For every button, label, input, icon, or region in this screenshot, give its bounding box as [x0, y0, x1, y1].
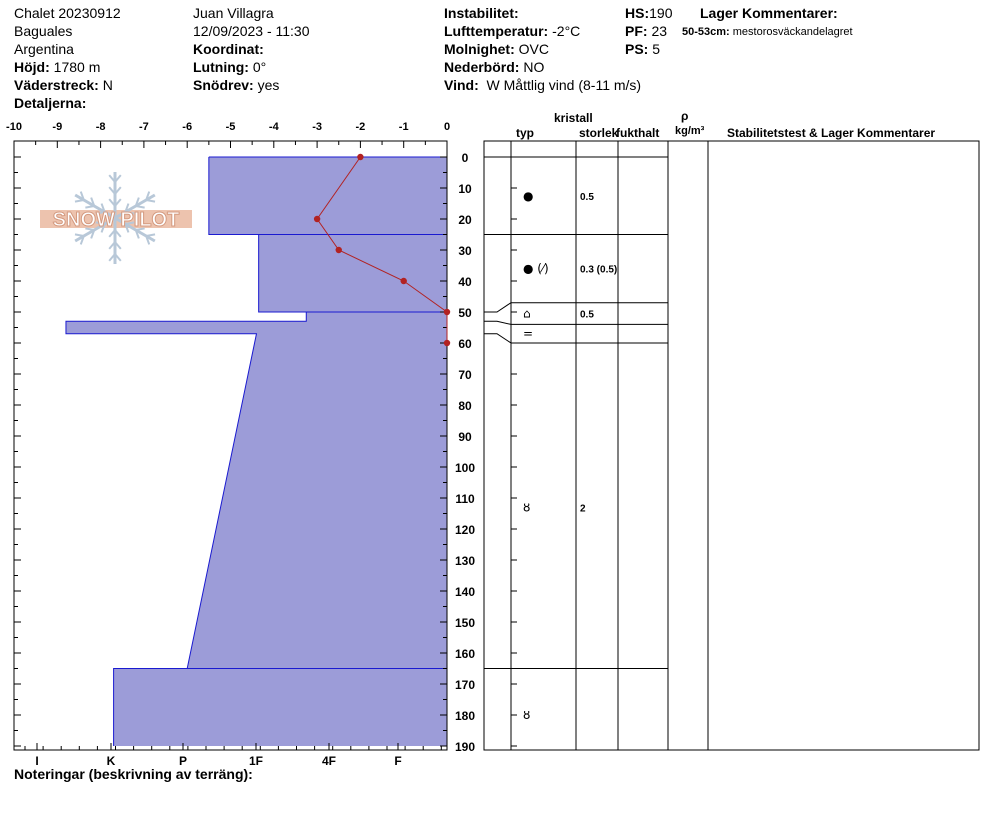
- hardness-tick-label: P: [178, 754, 188, 768]
- depth-tick-label: 180: [454, 709, 476, 723]
- grain-symbol: ●: [523, 188, 534, 203]
- aspect-label: Väderstreck:: [14, 77, 99, 93]
- grain-symbol: ⌂: [523, 306, 531, 321]
- grain-size: 2: [580, 503, 586, 515]
- elevation-value: 1780 m: [53, 59, 101, 75]
- hardness-profile: [66, 157, 447, 746]
- snowflake-branch: [75, 234, 84, 236]
- header-type: typ: [516, 126, 534, 140]
- details-label: Detaljerna:: [14, 95, 87, 111]
- depth-tick-label: 140: [454, 585, 476, 599]
- temp-tick-label: -9: [52, 121, 63, 133]
- table-connector: [484, 321, 511, 324]
- snowflake-branch: [146, 200, 155, 202]
- temperature-point: [444, 309, 450, 315]
- depth-tick-label: 90: [458, 430, 472, 444]
- instability-label: Instabilitet:: [444, 5, 519, 21]
- hardness-tick-label: K: [106, 754, 116, 768]
- depth-tick-label: 170: [454, 678, 476, 692]
- ps-label: PS:: [625, 41, 649, 57]
- ps-value: 5: [652, 41, 661, 57]
- depth-tick-label: 30: [458, 244, 472, 258]
- depth-tick-label: 100: [454, 461, 476, 475]
- depth-tick-label: 110: [455, 492, 475, 506]
- location-name: Baguales: [14, 23, 73, 39]
- hardness-tick-label: I: [35, 754, 39, 768]
- aspect-value: N: [102, 77, 113, 93]
- depth-tick-label: 120: [454, 523, 476, 537]
- pf-label: PF:: [625, 23, 648, 39]
- observer-name: Juan Villagra: [193, 5, 274, 21]
- hardness-tick-label: 4F: [321, 754, 337, 768]
- header-stability: Stabilitetstest & Lager Kommentarer: [727, 126, 936, 140]
- depth-tick-label: 160: [454, 647, 476, 661]
- hs-label: HS:: [625, 5, 650, 21]
- header-moisture: fukthalt: [616, 126, 660, 140]
- observation-datetime: 12/09/2023 - 11:30: [193, 23, 310, 39]
- country-name: Argentina: [14, 41, 74, 57]
- temp-tick-label: -2: [355, 121, 366, 133]
- header-size: storlek: [579, 126, 619, 140]
- hardness-tick-label: 1F: [248, 754, 264, 768]
- snowpilot-logo: [40, 172, 192, 264]
- snowflake-branch: [146, 234, 155, 236]
- temp-tick-label: -8: [95, 121, 106, 133]
- temperature-point: [357, 154, 363, 160]
- airtemp-value: -2°C: [552, 23, 581, 39]
- grain-symbol: ● (⁄): [523, 261, 549, 276]
- depth-tick-label: 130: [454, 554, 476, 568]
- depth-tick-label: 60: [458, 337, 472, 351]
- layer-comment-text: mestorosväckandelagret: [732, 26, 853, 38]
- grain-size: 0.3 (0.5): [580, 264, 618, 276]
- temp-tick-label: -10: [6, 121, 22, 133]
- site-name: Chalet 20230912: [14, 5, 121, 21]
- temp-tick-label: -5: [225, 121, 236, 133]
- notes-label: Noteringar (beskrivning av terräng):: [14, 766, 253, 782]
- table-connector: [484, 303, 511, 312]
- temperature-point: [401, 278, 407, 284]
- snowflake-branch: [85, 206, 94, 208]
- logo-text: SNOW PILOT: [52, 209, 180, 231]
- hardness-fill: [66, 157, 447, 746]
- pf-value: 23: [651, 23, 668, 39]
- slope-value: 0°: [252, 59, 267, 75]
- precip-value: NO: [523, 59, 545, 75]
- layer-comments-label: Lager Kommentarer:: [700, 5, 838, 21]
- slope-label: Lutning:: [193, 59, 249, 75]
- grain-size: 0.5: [580, 191, 594, 203]
- header-density-unit: kg/m³: [675, 125, 705, 137]
- temp-tick-label: -7: [139, 121, 149, 133]
- depth-tick-label: 20: [458, 213, 472, 227]
- temp-tick-label: 0: [443, 121, 451, 133]
- drift-value: yes: [257, 77, 280, 93]
- sky-value: OVC: [518, 41, 549, 57]
- layer-table: [484, 141, 979, 750]
- grain-size: 0.5: [580, 309, 594, 321]
- snowflake-branch: [136, 206, 145, 208]
- temperature-point: [444, 340, 450, 346]
- airtemp-label: Lufttemperatur:: [444, 23, 549, 39]
- depth-tick-label: 70: [458, 368, 472, 382]
- elevation-label: Höjd:: [14, 59, 50, 75]
- coordinate-label: Koordinat:: [193, 41, 264, 57]
- snowflake-branch: [75, 200, 84, 202]
- temp-tick-label: -1: [398, 121, 409, 133]
- table-connector: [484, 334, 511, 343]
- hardness-axis: [25, 743, 441, 768]
- temp-tick-label: -3: [312, 121, 322, 133]
- temperature-point: [314, 216, 320, 222]
- depth-tick-label: 10: [458, 182, 472, 196]
- depth-tick-label: 0: [461, 151, 469, 165]
- hs-value: 190: [649, 5, 673, 21]
- grain-symbol: ȣ: [523, 708, 531, 722]
- depth-tick-label: 80: [458, 399, 472, 413]
- grain-symbol: ȣ: [523, 500, 531, 515]
- hardness-tick-label: F: [394, 754, 402, 768]
- grain-symbol: =: [523, 326, 534, 341]
- depth-tick-label: 150: [454, 616, 476, 630]
- temperature-axis: [6, 121, 450, 148]
- wind-value: W Måttlig vind (8-11 m/s): [486, 77, 642, 93]
- temp-tick-label: -4: [268, 121, 279, 133]
- temperature-point: [336, 247, 342, 253]
- depth-tick-label: 190: [454, 740, 476, 754]
- depth-tick-label: 50: [458, 306, 472, 320]
- temp-tick-label: -6: [182, 121, 193, 133]
- table-headers: [516, 109, 935, 140]
- depth-tick-label: 40: [458, 275, 472, 289]
- layer-comment-range: 50-53cm:: [682, 26, 730, 38]
- precip-label: Nederbörd:: [444, 59, 520, 75]
- wind-label: Vind:: [444, 77, 479, 93]
- drift-label: Snödrev:: [193, 77, 254, 93]
- sky-label: Molnighet:: [444, 41, 515, 57]
- header-rho: ρ: [681, 109, 689, 123]
- table-frame: [484, 141, 979, 750]
- header-crystal: kristall: [554, 111, 593, 125]
